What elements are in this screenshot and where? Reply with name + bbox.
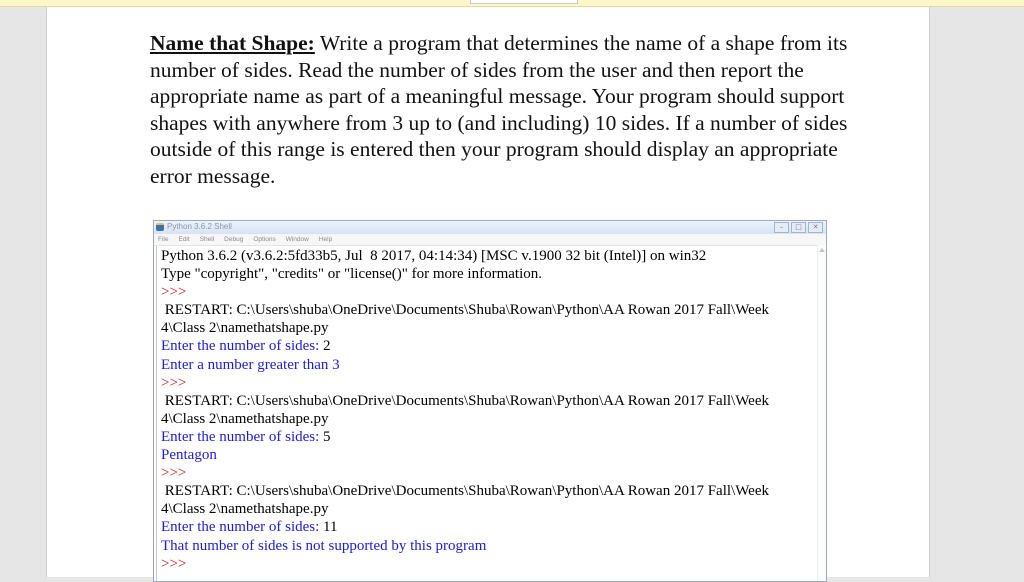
- minimize-button[interactable]: –: [774, 222, 789, 233]
- shell-prompt: >>>: [161, 555, 191, 572]
- shell-line: [161, 482, 826, 500]
- python-icon: [156, 223, 164, 231]
- shell-text: Pentagon: [161, 447, 217, 464]
- document-page: [46, 7, 930, 577]
- menu-edit[interactable]: Edit: [178, 236, 190, 243]
- shell-text: Type "copyright", "credits" or "license()" for more information.: [161, 266, 542, 283]
- shell-line: [161, 247, 826, 265]
- shell-line: [161, 518, 826, 536]
- shell-output[interactable]: [156, 246, 826, 582]
- shell-titlebar[interactable]: [154, 221, 826, 234]
- user-input: 11: [323, 519, 338, 536]
- shell-line: [161, 464, 826, 482]
- menu-debug[interactable]: Debug: [224, 236, 244, 243]
- shell-text: Enter a number greater than 3: [161, 356, 340, 373]
- menu-options[interactable]: Options: [253, 236, 276, 243]
- shell-line: [161, 446, 826, 464]
- window-controls: [774, 222, 823, 233]
- close-button[interactable]: ✕: [808, 222, 823, 233]
- shell-line: [161, 410, 826, 428]
- python-shell-window[interactable]: [153, 220, 827, 582]
- shell-prompt: >>>: [161, 374, 191, 391]
- menu-help[interactable]: Help: [318, 236, 333, 243]
- shell-line: [161, 337, 826, 355]
- shell-prompt: >>>: [161, 284, 191, 301]
- shell-line: [161, 301, 826, 319]
- shell-text: Enter the number of sides:: [161, 519, 324, 536]
- shell-text: Enter the number of sides:: [161, 338, 324, 355]
- problem-title: Name that Shape:: [150, 31, 315, 55]
- shell-menubar: [154, 234, 826, 246]
- shell-text: 4\Class 2\namethatshape.py: [161, 320, 329, 337]
- menu-window[interactable]: Window: [285, 236, 309, 243]
- shell-text: RESTART: C:\Users\shuba\OneDrive\Documents\Shuba\Rowan\Python\AA Rowan 2017 Fall\Week: [161, 483, 769, 500]
- user-input: 2: [323, 338, 331, 355]
- shell-line: [161, 319, 826, 337]
- shell-text: Enter the number of sides:: [161, 428, 324, 445]
- shell-window-title: Python 3.6.2 Shell: [167, 222, 232, 231]
- shell-text: RESTART: C:\Users\shuba\OneDrive\Documents\Shuba\Rowan\Python\AA Rowan 2017 Fall\Week: [161, 302, 769, 319]
- shell-text: 4\Class 2\namethatshape.py: [161, 501, 329, 518]
- vertical-scrollbar[interactable]: [817, 245, 826, 581]
- reader-tab[interactable]: [470, 0, 578, 4]
- menu-shell[interactable]: Shell: [199, 236, 215, 243]
- shell-line: [161, 555, 826, 573]
- problem-body: Write a program that determines the name of a shape from its number of sides. Read the number of sides from the user and then report the appropriate name as part of a meaningful message. Your program should support shapes with anywhere from 3 up to (and including) 10 sides. If a number of sides outside of this range is entered then your program should display an appropriate error message.: [150, 31, 848, 188]
- problem-statement: [150, 30, 850, 189]
- shell-text: RESTART: C:\Users\shuba\OneDrive\Documents\Shuba\Rowan\Python\AA Rowan 2017 Fall\Week: [161, 392, 769, 409]
- shell-line: [161, 374, 826, 392]
- shell-line: [161, 537, 826, 555]
- shell-text: 4\Class 2\namethatshape.py: [161, 410, 329, 427]
- scroll-up-icon[interactable]: [819, 248, 825, 252]
- shell-text: That number of sides is not supported by this program: [161, 537, 487, 554]
- shell-text: Python 3.6.2 (v3.6.2:5fd33b5, Jul 8 2017, 04:14:34) [MSC v.1900 32 bit (Intel)] on win32: [161, 248, 707, 264]
- shell-line: [161, 500, 826, 518]
- shell-line: [161, 392, 826, 410]
- shell-line: [161, 428, 826, 446]
- menu-file[interactable]: File: [158, 236, 169, 243]
- shell-line: [161, 356, 826, 374]
- shell-line: [161, 283, 826, 301]
- maximize-button[interactable]: □: [791, 222, 806, 233]
- user-input: 5: [323, 428, 331, 445]
- shell-prompt: >>>: [161, 465, 191, 482]
- shell-line: [161, 265, 826, 283]
